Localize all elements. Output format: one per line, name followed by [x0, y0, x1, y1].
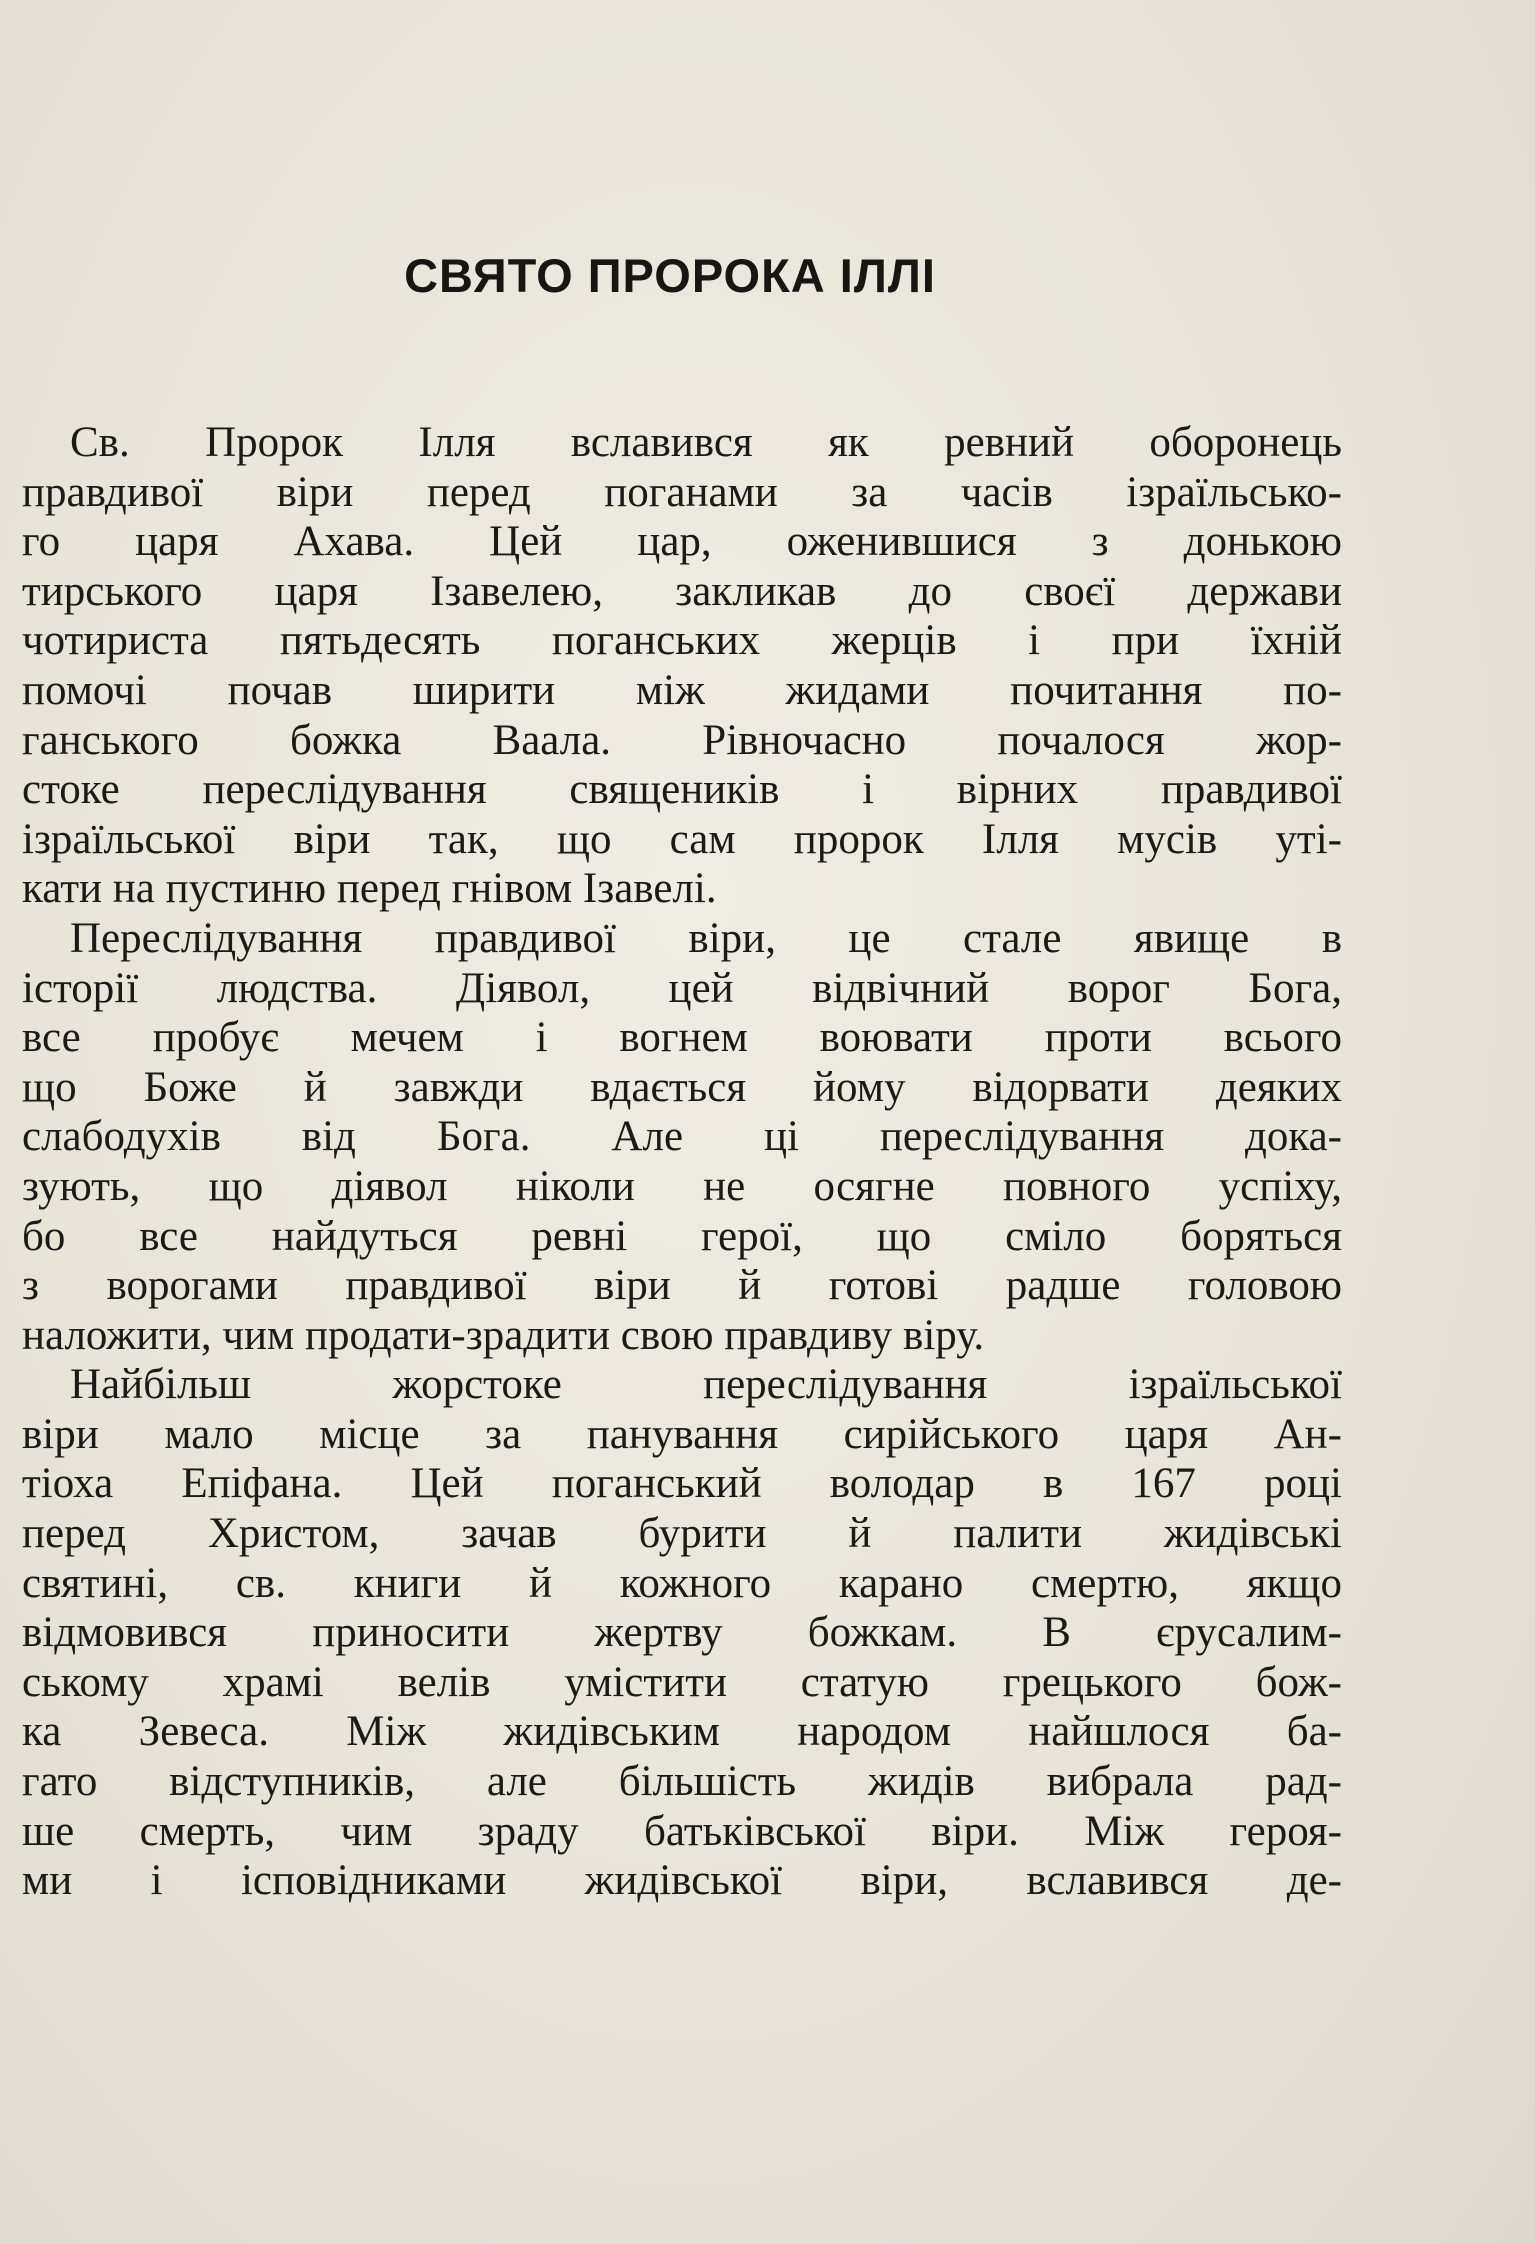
text-line: з ворогами правдивої віри й готові радше головою	[22, 1262, 1342, 1310]
text-line: слабодухів від Бога. Але ці переслідування дока-	[22, 1113, 1342, 1161]
text-line: Переслідування правдивої віри, це стале явище в	[70, 914, 1342, 962]
text-line: чотириста пятьдесять поганських жерців і при їхній	[22, 617, 1342, 665]
text-line: ми і ісповідниками жидівської віри, вславився де-	[22, 1857, 1342, 1905]
text-line: історії людства. Діявол, цей відвічний ворог Бога,	[22, 964, 1342, 1012]
text-line: Св. Пророк Ілля вславився як ревний оборонець	[70, 419, 1342, 466]
text-line: ше смерть, чим зраду батьківської віри. Між героя-	[22, 1807, 1342, 1855]
text-line: го царя Ахава. Цей цар, оженившися з донькою	[22, 518, 1342, 566]
text-line: відмовився приносити жертву божкам. В єрусалим-	[22, 1609, 1342, 1657]
text-line: помочі почав ширити між жидами почитання по-	[22, 666, 1342, 714]
text-line: все пробує мечем і вогнем воювати проти всього	[22, 1014, 1342, 1062]
text-line: тіоха Епіфана. Цей поганський володар в 167 році	[22, 1460, 1342, 1508]
text-line: що Боже й завжди вдається йому відорвати деяких	[22, 1063, 1342, 1111]
text-line: правдивої віри перед поганами за часів ізраїльсько-	[22, 468, 1342, 516]
chapter-title: СВЯТО ПРОРОКА ІЛЛІ	[404, 249, 936, 302]
text-line: тирського царя Ізавелею, закликав до своєї держави	[22, 567, 1342, 615]
text-line: кати на пустиню перед гнівом Ізавелі.	[22, 865, 717, 913]
text-line: ганського божка Ваала. Рівночасно почалося жор-	[22, 716, 1342, 764]
body-text	[22, 418, 1342, 1906]
text-line: перед Христом, зачав бурити й палити жидівські	[22, 1510, 1342, 1558]
text-line: Найбільш жорстоке переслідування ізраїльської	[70, 1361, 1342, 1409]
text-line: віри мало місце за панування сирійського царя Ан-	[22, 1410, 1342, 1458]
text-line: бо все найдуться ревні герої, що сміло боряться	[22, 1212, 1342, 1260]
text-line: гато відступників, але більшість жидів вибрала рад-	[22, 1758, 1342, 1806]
text-line: наложити, чим продати-зрадити свою правдиву віру.	[22, 1311, 985, 1359]
text-line: ізраїльської віри так, що сам пророк Ілля мусів уті-	[22, 815, 1342, 863]
text-line: зують, що діявол ніколи не осягне повного успіху,	[22, 1162, 1342, 1210]
text-line: ському храмі велів умістити статую грецького бож-	[22, 1658, 1342, 1706]
text-line: ка Зевеса. Між жидівським народом найшлося ба-	[22, 1708, 1342, 1756]
text-line: стоке переслідування священиків і вірних правдивої	[22, 766, 1342, 814]
text-line: святині, св. книги й кожного карано смертю, якщо	[22, 1559, 1342, 1607]
